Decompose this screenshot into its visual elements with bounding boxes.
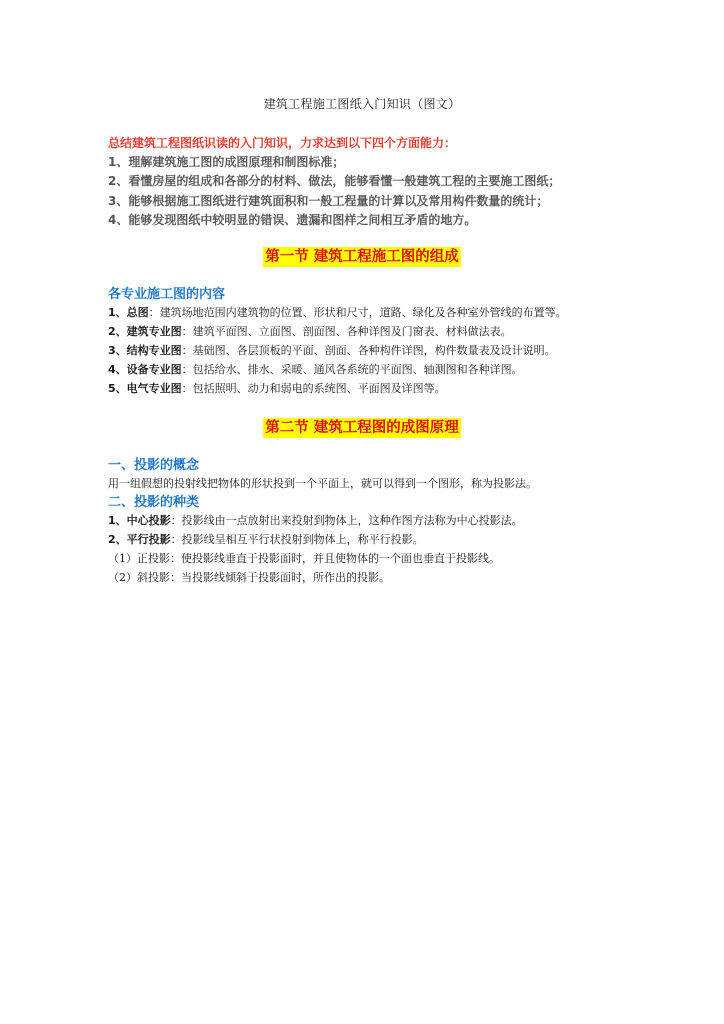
item-label: 结构专业图 [126, 344, 182, 357]
section1-heading: 第一节 建筑工程施工图的组成 [265, 249, 459, 265]
section2-item [108, 532, 424, 548]
item-colon: ： [181, 325, 193, 338]
item-text: 包括给水、排水、采暖、通风各系统的平面图、轴测图和各种详图。 [192, 363, 523, 376]
section2-sub2-heading: 二、投影的种类 [108, 495, 200, 510]
section1-heading-wrap [0, 246, 724, 267]
item-number: 2、 [108, 325, 127, 338]
section2-sub1-text: 用一组假想的投射线把物体的形状投到一个平面上，就可以得到一个图形，称为投影法。 [108, 477, 537, 490]
section2-sub1-heading: 一、投影的概念 [108, 458, 200, 473]
item-colon: ： [181, 363, 193, 376]
section2-heading-wrap [0, 417, 724, 438]
item-label: 中心投影 [126, 514, 171, 527]
intro-item: 2、看懂房屋的组成和各部分的材料、做法，能够看懂一般建筑工程的主要施工图纸； [108, 174, 561, 189]
item-number: 5、 [108, 382, 127, 395]
item-label: 总图 [126, 306, 149, 319]
item-text: 包括照明、动力和弱电的系统图、平面图及详图等。 [192, 382, 446, 395]
item-text: 投影线呈相互平行状投射到物体上，称平行投影。 [181, 533, 424, 546]
intro-lead: 总结建筑工程图纸识读的入门知识，力求达到以下四个方面能力： [108, 136, 457, 150]
item-text: 建筑场地范围内建筑物的位置、形状和尺寸，道路、绿化及各种室外管线的布置等。 [159, 306, 567, 319]
item-label: 设备专业图 [126, 363, 182, 376]
subitem-number: （2） [108, 571, 137, 584]
section2-subitem [108, 551, 500, 567]
item-colon: ： [181, 344, 193, 357]
intro-item: 4、能够发现图纸中较明显的错误、遗漏和图样之间相互矛盾的地方。 [108, 212, 477, 227]
section1-item [108, 362, 523, 378]
item-colon: ： [170, 533, 182, 546]
section1-item [108, 381, 446, 397]
intro-item: 1、理解建筑施工图的成图原理和制图标准； [108, 155, 345, 169]
section1-item [108, 305, 567, 321]
item-number: 1、 [108, 514, 127, 527]
item-text: 建筑平面图、立面图、剖面图、各种详图及门窗表、材料做法表。 [192, 325, 512, 338]
intro-block [108, 134, 648, 230]
item-text: 投影线由一点放射出来投射到物体上，这种作图方法称为中心投影法。 [181, 514, 523, 527]
item-label: 平行投影 [126, 533, 171, 546]
section1-item [108, 324, 512, 340]
item-number: 2、 [108, 533, 127, 546]
item-text: 基础图、各层顶板的平面、剖面、各种构件详图，构件数量表及设计说明。 [192, 344, 556, 357]
item-colon: ： [148, 306, 160, 319]
item-number: 3、 [108, 344, 127, 357]
subitem-text: 正投影：使投影线垂直于投影面时，并且使物体的一个面也垂直于投影线。 [137, 552, 500, 565]
section2-subitem [108, 570, 390, 586]
intro-item: 3、能够根据施工图纸进行建筑面积和一般工程量的计算以及常用构件数量的统计； [108, 193, 549, 208]
item-colon: ： [181, 382, 193, 395]
section2-heading: 第二节 建筑工程图的成图原理 [265, 420, 459, 436]
document-title: 建筑工程施工图纸入门知识（图文） [263, 97, 461, 111]
section2-item [108, 513, 523, 529]
item-number: 4、 [108, 363, 127, 376]
item-colon: ： [170, 514, 182, 527]
item-label: 电气专业图 [126, 382, 182, 395]
item-label: 建筑专业图 [126, 325, 182, 338]
subitem-number: （1） [108, 552, 137, 565]
section1-subheading: 各专业施工图的内容 [108, 287, 226, 302]
item-number: 1、 [108, 306, 127, 319]
section1-item [108, 343, 556, 359]
subitem-text: 斜投影：当投影线倾斜于投影面时，所作出的投影。 [137, 571, 390, 584]
